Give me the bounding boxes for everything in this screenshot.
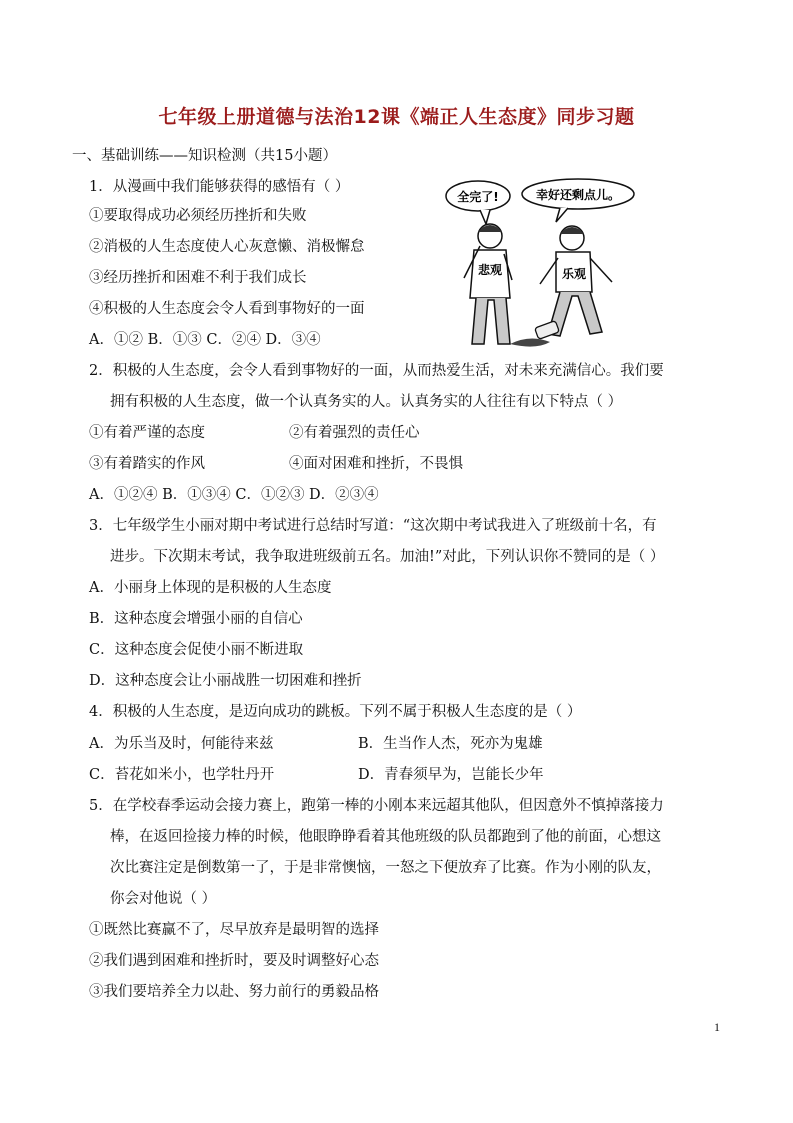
section-heading: 一、基础训练——知识检测（共15小题）: [72, 148, 337, 164]
optimist-figure: [540, 226, 612, 336]
question-2-item-1: ①有着严谨的态度: [89, 425, 205, 441]
question-5-item-1: ①既然比赛赢不了，尽早放弃是最明智的选择: [89, 922, 379, 938]
question-5-item-2: ②我们遇到困难和挫折时，要及时调整好心态: [89, 953, 379, 969]
question-5-stem-line-3: 次比赛注定是倒数第一了，于是非常懊恼，一怒之下便放弃了比赛。作为小刚的队友，: [110, 860, 661, 876]
question-4-option-c: C．苔花如米小，也学牡丹开: [89, 767, 275, 783]
comic-bubble-right-text: 幸好还剩点儿。: [535, 188, 621, 202]
question-5-stem-line-2: 棒，在返回捡接力棒的时候，他眼睁睁看着其他班级的队员都跑到了他的前面，心想这: [110, 829, 661, 845]
question-4-option-d: D．青春须早为，岂能长少年: [358, 767, 544, 783]
comic-illustration: [440, 174, 640, 352]
question-2-item-3: ③有着踏实的作风: [89, 456, 205, 472]
question-2-stem-line-2: 拥有积极的人生态度，做一个认真务实的人。认真务实的人往往有以下特点（ ）: [110, 394, 623, 410]
question-4-option-a: A．为乐当及时，何能待来兹: [89, 736, 274, 752]
question-1-item-1: ①要取得成功必须经历挫折和失败: [89, 208, 307, 224]
question-1-item-2: ②消极的人生态度使人心灰意懒、消极懈怠: [89, 239, 365, 255]
question-2-item-2: ②有着强烈的责任心: [289, 425, 420, 441]
question-2-item-4: ④面对困难和挫折，不畏惧: [289, 456, 463, 472]
page-number: 1: [714, 1020, 720, 1034]
question-4-stem: 4．积极的人生态度，是迈向成功的跳板。下列不属于积极人生态度的是（ ）: [89, 704, 582, 720]
question-3-stem-line-2: 进步。下次期末考试，我争取进班级前五名。加油!”对此，下列认识你不赞同的是（ ）: [110, 549, 665, 565]
comic-label-left: 悲观: [477, 263, 503, 277]
question-5-item-3: ③我们要培养全力以赴、努力前行的勇毅品格: [89, 984, 379, 1000]
question-5-stem-line-1: 5．在学校春季运动会接力赛上，跑第一棒的小刚本来远超其他队，但因意外不慎掉落接力: [89, 798, 664, 814]
question-3-option-d: D．这种态度会让小丽战胜一切困难和挫折: [89, 673, 362, 689]
question-1-stem: 1．从漫画中我们能够获得的感悟有（ ）: [89, 179, 350, 195]
comic-label-right: 乐观: [561, 267, 587, 281]
bottle-icon: [510, 321, 559, 347]
question-5-stem-line-4: 你会对他说（ ）: [110, 891, 217, 907]
pessimist-figure: [464, 224, 512, 344]
question-3-option-a: A．小丽身上体现的是积极的人生态度: [89, 580, 332, 596]
question-4-option-b: B．生当作人杰，死亦为鬼雄: [358, 736, 543, 752]
question-2-options: A．①②④ B．①③④ C．①②③ D．②③④: [89, 487, 379, 503]
question-1-item-4: ④积极的人生态度会令人看到事物好的一面: [89, 301, 365, 317]
question-3-option-c: C．这种态度会促使小丽不断进取: [89, 642, 304, 658]
question-2-stem-line-1: 2．积极的人生态度，会令人看到事物好的一面，从而热爱生活，对未来充满信心。我们要: [89, 363, 664, 379]
question-3-stem-line-1: 3．七年级学生小丽对期中考试进行总结时写道：“这次期中考试我进入了班级前十名，有: [89, 518, 657, 534]
comic-bubble-left-text: 全完了!: [457, 190, 499, 204]
question-3-option-b: B．这种态度会增强小丽的自信心: [89, 611, 303, 627]
page-title: 七年级上册道德与法治12课《端正人生态度》同步习题: [158, 106, 635, 128]
question-1-options: A．①② B．①③ C．②④ D．③④: [89, 332, 321, 348]
question-1-item-3: ③经历挫折和困难不利于我们成长: [89, 270, 307, 286]
